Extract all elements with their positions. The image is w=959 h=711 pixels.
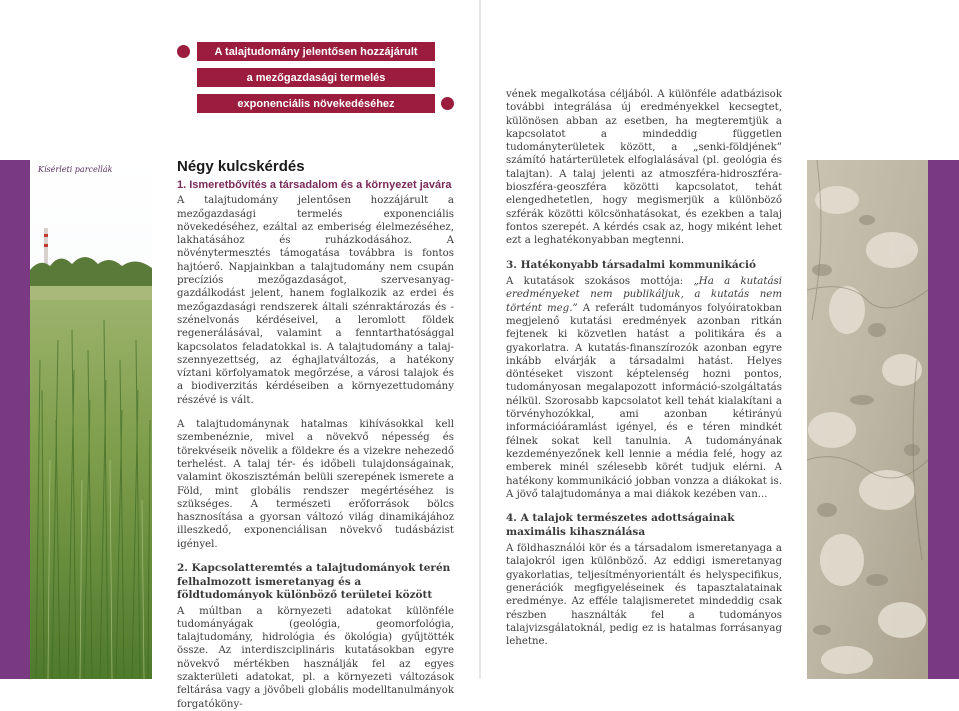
section-3-motto: „Ha a kutatási eredményeket nem publikáljuk, a kutatás nem történt meg.” <box>506 276 783 314</box>
left-text-column <box>177 160 454 711</box>
section-4-title: 4. A talajok természetes adottságainak maximális kihasználása <box>506 512 735 538</box>
section-3-title: 3. Hatékonyabb társadalmi kommunikáció <box>506 258 757 271</box>
right-side-bar <box>928 160 959 679</box>
section-4-paragraph: A földhasználói kör és a társadalom ismeretanyaga a talajokról igen különböző. Az eddigi ismeretanyag gyakorlatias, teljesítményorientált és helyspecifikus, generációk megfigyeléseinek és tapasztalatainak eredménye. Az efféle talajismeretet mindeddig csak részben használták fel a tudományos talajvizsgálatoknál, pedig ez is hatalmas forrásanyag lehetne. <box>506 543 782 648</box>
section-2-paragraph-continued: vének megalkotása céljából. A különféle adatbázisok további integrálása új eredményekkel kecsegtet, különösen abban az esetben, ha megteremtjük a kapcsolatot a mindeddig független tudományterületek között, a „senki-földjének” számító határterületek elfoglalásával (pl. geológia és talajtan). A talaj jelenti az atmoszféra-hidroszféra-bioszféra-geoszféra közötti kapcsolatot, tehát elengedhetetlen, hogy megismerjük a különböző szférák közötti kölcsönhatásokat, és ezekben a talaj fontos szerepét. A kérdés csak az, hogy miként lehet ezt a leghatékonyabban megtenni. <box>506 89 782 247</box>
section-1-paragraph-2: A talajtudománynak hatalmas kihívásokkal kell szembenéznie, mivel a növekvő népesség és törekvéseik növelik a földekre és a vizekre nehezedő terhelést. A talaj tér- és időbeli tulajdonságainak, valamint ökoszisztémán belüli szerepének ismerete a Föld, mint globális rendszer megértéséhez is szükséges. A természeti erőforrások bölcs hasznosítása a gyorsan változó világ dinamikájához illeszkedő, exponenciálisan növekvő tudásbázist igényel. <box>177 419 454 550</box>
banner-line-3: exponenciális növekedéséhez <box>197 94 435 113</box>
banner-line-1: A talajtudomány jelentősen hozzájárult <box>197 42 435 61</box>
left-side-bar <box>0 160 30 679</box>
banner-dot-top <box>177 45 190 58</box>
section-3-text-start: A kutatások szokásos mottója: <box>506 276 694 288</box>
section-3-paragraph <box>506 275 782 501</box>
soil-texture-photo <box>807 160 928 679</box>
banner-dot-bottom <box>441 97 454 110</box>
section-1-paragraph-1: A talajtudomány jelentősen hozzájárult a mezőgazdasági termelés exponenciális növekedéséhez, ezáltal az emberiség élelmezéséhez, lakhatásához és ruházkodásához. A növénytermesztés támogatása továbbra is fontos hajtóerő. Napjainkban a talajtudomány nem csupán precíziós mezőgazdaságot, szervesanyag-gazdálkodást jelent, hanem foglalkozik az erdei és mezőgazdasági rendszerek általi szénraktározás és -szénelvonás kérdéseivel, a leromlott földek regenerálásával, valamint a fenntarthatósággal kapcsolatos feladatokkal is. A talajtudomány a talaj-szennyezettség, az éghajlatváltozás, a hatékony víztani körfolyamatok megőrzése, a városi talajok és a biodiverzitás kérdéseiben a környezettudomány részévé is vált. <box>177 195 454 406</box>
banner-line-2: a mezőgazdasági termelés <box>197 68 435 87</box>
section-2-paragraph-1: A múltban a környezeti adatokat különféle tudományágak (geológia, geomorfológia, talajtudomány, hidrológia és ökológia) gyűjtötték össze. Az interdiszciplináris kutatásokban egyre növekvő mértékben használják fel az egyes szakterületi adatokat, pl. a környezeti változások feltárása vagy a jövőbeli globális modelltanulmányok forgatóköny- <box>177 605 454 710</box>
field-photo <box>30 160 152 679</box>
page-gutter <box>479 0 481 679</box>
page-title: Négy kulcskérdés <box>177 158 305 175</box>
section-3-text-rest: A referált tudományos folyóiratokban megjelenő kutatási eredmények azonban ritkán fejtenek ki közvetlen hatást a politikára és a gyakorlatra. A kutatás-finanszírozók azonban egyre inkább elvárják a társadalmi hatást. Helyes döntéseket viszont képtelenség hozni pontos, tudományosan megalapozott információ-szolgáltatás nélkül. Szorosabb kapcsolatot kell tehát kialakítani a törvényhozókkal, ami azonban kétirányú információáramlást igényel, és e téren mindkét félnek sokat kell tanulnia. A tudományának kezdeményezőnek kell lennie a média felé, hogy az emberek minél szélesebb körét tudjuk elérni. A hatékony kommunikáció jobban vonzza a diákokat is. A jövő talajtudománya a mai diákok kezében van... <box>506 302 782 500</box>
section-1-title: 1. Ismeretbővítés a társadalom és a környezet javára <box>177 179 452 192</box>
right-text-column <box>506 88 782 648</box>
section-2-title: 2. Kapcsolatteremtés a talajtudományok terén felhalmozott ismeretanyag és a földtudományok különböző területei között <box>177 562 451 602</box>
photo-caption: Kísérleti parcellák <box>38 165 113 174</box>
